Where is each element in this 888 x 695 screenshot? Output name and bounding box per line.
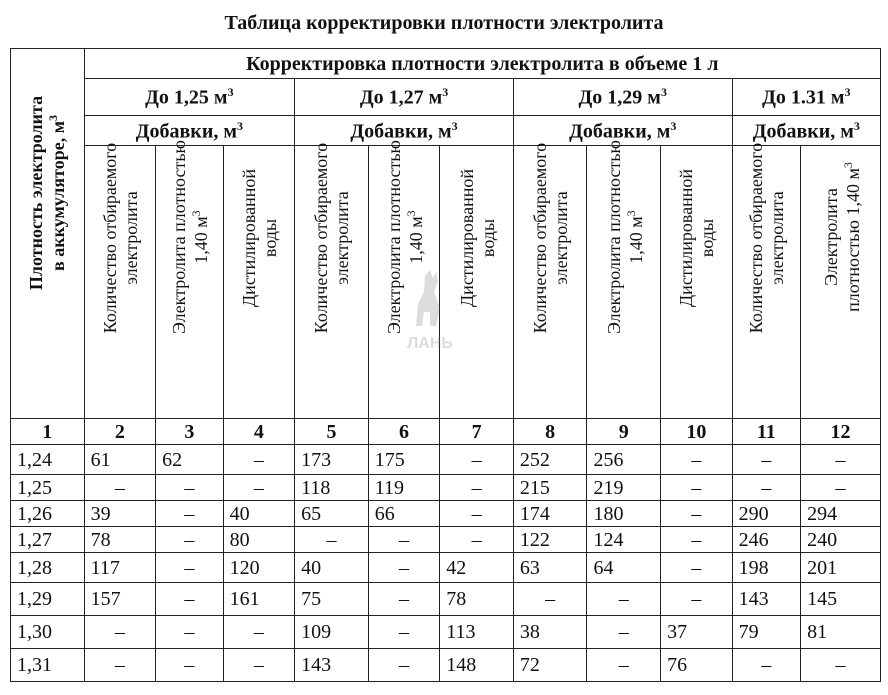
value-cell: –: [368, 553, 440, 583]
value-cell: –: [223, 649, 295, 682]
table-row: [11, 475, 881, 501]
col-header-taken-4: Количество отбираемого электролита: [732, 146, 800, 419]
value-cell: 40: [295, 553, 369, 583]
col-number: 10: [661, 419, 733, 445]
value-cell: –: [661, 553, 733, 583]
value-cell: –: [156, 583, 223, 616]
value-cell: –: [440, 475, 514, 501]
value-cell: –: [732, 649, 800, 682]
value-cell: 198: [732, 553, 800, 583]
density-cell: 1,24: [11, 445, 85, 475]
table-row: [11, 583, 881, 616]
col-number: 7: [440, 419, 514, 445]
value-cell: 117: [84, 553, 156, 583]
value-cell: –: [587, 583, 661, 616]
value-cell: 75: [295, 583, 369, 616]
density-cell: 1,26: [11, 501, 85, 527]
value-cell: 145: [801, 583, 881, 616]
value-cell: 256: [587, 445, 661, 475]
value-cell: –: [368, 616, 440, 649]
volume-header-1: До 1,25 $м^3$: [84, 79, 295, 116]
value-cell: –: [84, 616, 156, 649]
value-cell: 119: [368, 475, 440, 501]
table-row: [11, 649, 881, 682]
value-cell: 76: [661, 649, 733, 682]
value-cell: 38: [513, 616, 587, 649]
value-cell: 122: [513, 527, 587, 553]
row-label-line2: в аккумуляторе, м: [47, 120, 68, 271]
value-cell: –: [440, 527, 514, 553]
value-cell: 39: [84, 501, 156, 527]
value-cell: 37: [661, 616, 733, 649]
value-cell: 219: [587, 475, 661, 501]
value-cell: 246: [732, 527, 800, 553]
value-cell: –: [801, 649, 881, 682]
table-row: [11, 553, 881, 583]
value-cell: 157: [84, 583, 156, 616]
density-cell: 1,27: [11, 527, 85, 553]
value-cell: –: [156, 553, 223, 583]
value-cell: 120: [223, 553, 295, 583]
table-row: [11, 445, 881, 475]
value-cell: 80: [223, 527, 295, 553]
table-body: [11, 445, 881, 682]
value-cell: 62: [156, 445, 223, 475]
volume-header-3: До 1,29 $м^3$: [513, 79, 732, 116]
value-cell: 61: [84, 445, 156, 475]
col-number: 5: [295, 419, 369, 445]
value-cell: –: [156, 649, 223, 682]
col-header-elec-4: Электролита плотностью 1,40 $м^3$: [801, 146, 881, 419]
value-cell: –: [368, 583, 440, 616]
value-cell: 180: [587, 501, 661, 527]
value-cell: –: [661, 475, 733, 501]
col-header-elec-2: Электролита плотностью 1,40 $м^3$: [368, 146, 440, 419]
density-cell: 1,25: [11, 475, 85, 501]
value-cell: 65: [295, 501, 369, 527]
value-cell: 174: [513, 501, 587, 527]
col-header-water-2: Дистилированной воды: [440, 146, 514, 419]
value-cell: 113: [440, 616, 514, 649]
value-cell: –: [732, 445, 800, 475]
value-cell: –: [84, 649, 156, 682]
value-cell: 173: [295, 445, 369, 475]
col-header-elec-1: Электролита плотностью 1,40 $м^3$: [156, 146, 223, 419]
value-cell: –: [440, 501, 514, 527]
value-cell: 66: [368, 501, 440, 527]
value-cell: 240: [801, 527, 881, 553]
column-number-row: [11, 419, 881, 445]
value-cell: 215: [513, 475, 587, 501]
value-cell: 42: [440, 553, 514, 583]
value-cell: 143: [295, 649, 369, 682]
value-cell: –: [223, 616, 295, 649]
value-cell: 72: [513, 649, 587, 682]
additives-header-1: Добавки, $м^3$: [84, 116, 295, 146]
col-number: 9: [587, 419, 661, 445]
value-cell: 161: [223, 583, 295, 616]
value-cell: 290: [732, 501, 800, 527]
value-cell: –: [84, 475, 156, 501]
value-cell: 175: [368, 445, 440, 475]
table-row: [11, 616, 881, 649]
col-header-water-3: Дистилированной воды: [661, 146, 733, 419]
col-number: 11: [732, 419, 800, 445]
value-cell: 148: [440, 649, 514, 682]
watermark-text: ЛАНЬ: [407, 335, 453, 352]
row-label-sup: 3: [45, 114, 60, 121]
value-cell: 78: [84, 527, 156, 553]
density-cell: 1,31: [11, 649, 85, 682]
value-cell: 118: [295, 475, 369, 501]
value-cell: –: [661, 445, 733, 475]
page-title: Таблица корректировки плотности электролита: [224, 12, 664, 34]
value-cell: –: [513, 583, 587, 616]
value-cell: 201: [801, 553, 881, 583]
value-cell: 78: [440, 583, 514, 616]
col-header-elec-3: Электролита плотностью 1,40 $м^3$: [587, 146, 661, 419]
value-cell: 143: [732, 583, 800, 616]
value-cell: 294: [801, 501, 881, 527]
col-number: 3: [156, 419, 223, 445]
value-cell: –: [223, 445, 295, 475]
density-cell: 1,28: [11, 553, 85, 583]
value-cell: –: [156, 616, 223, 649]
value-cell: –: [223, 475, 295, 501]
row-label-header: [11, 49, 85, 419]
col-number: 6: [368, 419, 440, 445]
density-cell: 1,30: [11, 616, 85, 649]
density-cell: 1,29: [11, 583, 85, 616]
col-header-water-1: Дистилированной воды: [223, 146, 295, 419]
value-cell: –: [440, 445, 514, 475]
value-cell: –: [587, 616, 661, 649]
volume-header-2: До 1,27 $м^3$: [295, 79, 514, 116]
col-number: 8: [513, 419, 587, 445]
value-cell: –: [801, 445, 881, 475]
value-cell: –: [368, 649, 440, 682]
table-row: [11, 501, 881, 527]
value-cell: –: [295, 527, 369, 553]
row-label-line1: Плотность электролита: [26, 95, 47, 290]
col-header-taken-3: Количество отбираемого электролита: [513, 146, 587, 419]
additives-header-4: Добавки, $м^3$: [732, 116, 880, 146]
col-number: 12: [801, 419, 881, 445]
col-number: 2: [84, 419, 156, 445]
value-cell: –: [732, 475, 800, 501]
density-correction-table: [10, 48, 881, 682]
value-cell: 63: [513, 553, 587, 583]
group-title: Корректировка плотности электролита в объеме 1 л: [84, 49, 880, 79]
value-cell: –: [801, 475, 881, 501]
value-cell: –: [156, 475, 223, 501]
value-cell: –: [661, 583, 733, 616]
value-cell: 109: [295, 616, 369, 649]
table-row: [11, 527, 881, 553]
value-cell: –: [661, 501, 733, 527]
value-cell: –: [156, 527, 223, 553]
value-cell: –: [587, 649, 661, 682]
col-number: 1: [11, 419, 85, 445]
volume-header-4: До 1.31 $м^3$: [732, 79, 880, 116]
value-cell: –: [156, 501, 223, 527]
col-number: 4: [223, 419, 295, 445]
col-header-taken-1: Количество отбираемого электролита: [84, 146, 156, 419]
col-header-taken-2: Количество отбираемого электролита: [295, 146, 369, 419]
value-cell: 252: [513, 445, 587, 475]
value-cell: 40: [223, 501, 295, 527]
value-cell: 81: [801, 616, 881, 649]
additives-header-3: Добавки, $м^3$: [513, 116, 732, 146]
value-cell: 124: [587, 527, 661, 553]
column-headers-row: [11, 146, 881, 419]
value-cell: 64: [587, 553, 661, 583]
value-cell: 79: [732, 616, 800, 649]
value-cell: –: [368, 527, 440, 553]
value-cell: –: [661, 527, 733, 553]
additives-header-2: Добавки, $м^3$: [295, 116, 514, 146]
